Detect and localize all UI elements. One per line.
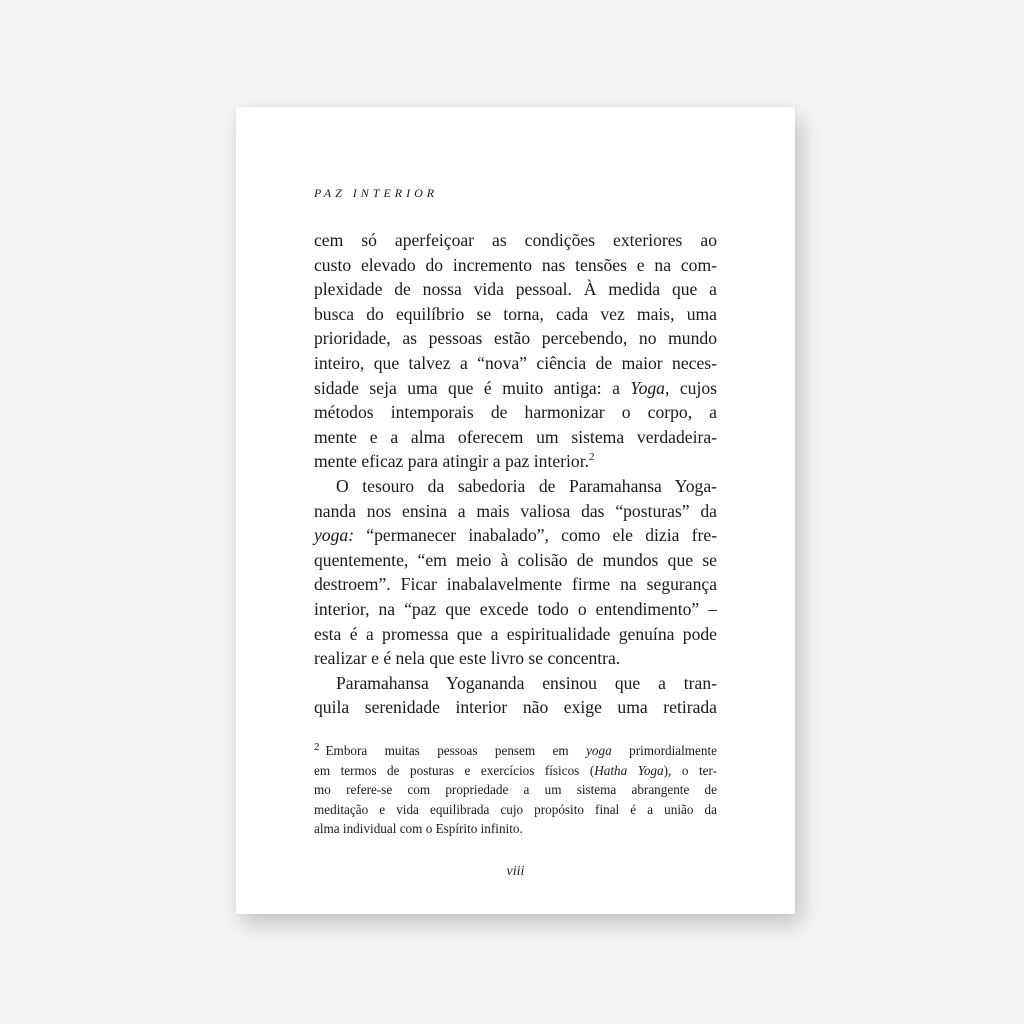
body-line bbox=[314, 646, 717, 671]
text-segment: plexidade de nossa vida pessoal. À medida que a bbox=[314, 279, 717, 300]
text-segment: sidade seja uma que é muito antiga: a bbox=[314, 377, 631, 398]
text-segment: alma individual com o Espírito infinito. bbox=[314, 821, 523, 836]
body-line bbox=[314, 671, 717, 696]
footnote-line bbox=[314, 819, 717, 839]
text-segment: Embora muitas pessoas pensem em bbox=[325, 743, 587, 758]
body-line bbox=[314, 400, 717, 425]
body-line bbox=[314, 523, 717, 548]
text-segment: em termos de posturas e exercícios físicos ( bbox=[314, 762, 595, 778]
text-segment: “permanecer inabalado”, como ele dizia fre- bbox=[354, 525, 717, 546]
text-segment: mente eficaz para atingir a paz interior. bbox=[314, 451, 589, 472]
text-segment: mente e a alma oferecem um sistema verdadeira- bbox=[314, 426, 717, 447]
text-segment: destroem”. Ficar inabalavelmente firme na segurança bbox=[314, 574, 717, 595]
text-segment: ), o ter- bbox=[663, 762, 717, 778]
text-segment: custo elevado do incremento nas tensões e na com- bbox=[314, 254, 717, 275]
body-line bbox=[314, 499, 717, 524]
body-line bbox=[314, 277, 717, 302]
body-line bbox=[314, 474, 717, 499]
body-line bbox=[314, 228, 717, 253]
body-line bbox=[314, 326, 717, 351]
body-line bbox=[314, 449, 717, 474]
body-line bbox=[314, 622, 717, 647]
running-head: PAZ INTERIOR bbox=[314, 186, 439, 200]
body-line bbox=[314, 376, 717, 401]
text-segment: quila serenidade interior não exige uma retirada bbox=[314, 697, 717, 718]
footnote-line bbox=[314, 761, 717, 781]
text-segment: meditação e vida equilibrada cujo propósito final é a união da bbox=[314, 801, 717, 817]
body-line bbox=[314, 351, 717, 376]
italic-text: Yoga, bbox=[630, 377, 670, 398]
body-line bbox=[314, 695, 717, 720]
text-segment: inteiro, que talvez a “nova” ciência de maior neces- bbox=[314, 352, 717, 373]
body-line bbox=[314, 425, 717, 450]
footnote-line bbox=[314, 780, 717, 800]
text-segment: cem só aperfeiçoar as condições exteriores ao bbox=[314, 230, 717, 250]
italic-text: yoga bbox=[586, 743, 612, 758]
text-segment: nanda nos ensina a mais valiosa das “posturas” da bbox=[314, 500, 717, 521]
footnote-reference: 2 bbox=[589, 451, 595, 464]
text-segment: esta é a promessa que a espiritualidade genuína pode bbox=[314, 623, 717, 644]
body-line bbox=[314, 572, 717, 597]
body-line bbox=[314, 253, 717, 278]
text-segment: métodos intemporais de harmonizar o corpo, a bbox=[314, 402, 717, 423]
text-segment: Paramahansa Yogananda ensinou que a tran- bbox=[336, 672, 717, 693]
footnote-line bbox=[314, 800, 717, 820]
footnote-line bbox=[314, 741, 717, 761]
body-text bbox=[314, 228, 717, 720]
body-line bbox=[314, 302, 717, 327]
text-segment: O tesouro da sabedoria de Paramahansa Yoga- bbox=[336, 475, 717, 496]
text-segment: prioridade, as pessoas estão percebendo, no mundo bbox=[314, 328, 717, 349]
body-line bbox=[314, 597, 717, 622]
footnote-number: 2 bbox=[314, 740, 320, 753]
footnote bbox=[314, 741, 717, 839]
text-segment: interior, na “paz que excede todo o entendimento” – bbox=[314, 598, 717, 619]
text-segment: primordialmente bbox=[611, 743, 717, 758]
body-line bbox=[314, 548, 717, 573]
text-segment: busca do equilíbrio se torna, cada vez mais, uma bbox=[314, 303, 717, 324]
italic-text: yoga: bbox=[314, 525, 355, 546]
text-segment: quentemente, “em meio à colisão de mundos que se bbox=[314, 549, 717, 570]
text-segment: realizar e é nela que este livro se concentra. bbox=[314, 648, 621, 669]
text-segment: cujos bbox=[669, 377, 717, 398]
italic-text: Hatha Yoga bbox=[594, 762, 664, 778]
text-segment: mo refere-se com propriedade a um sistema abrangente de bbox=[314, 782, 717, 797]
page-number: viii bbox=[506, 864, 525, 879]
book-page bbox=[236, 107, 795, 914]
